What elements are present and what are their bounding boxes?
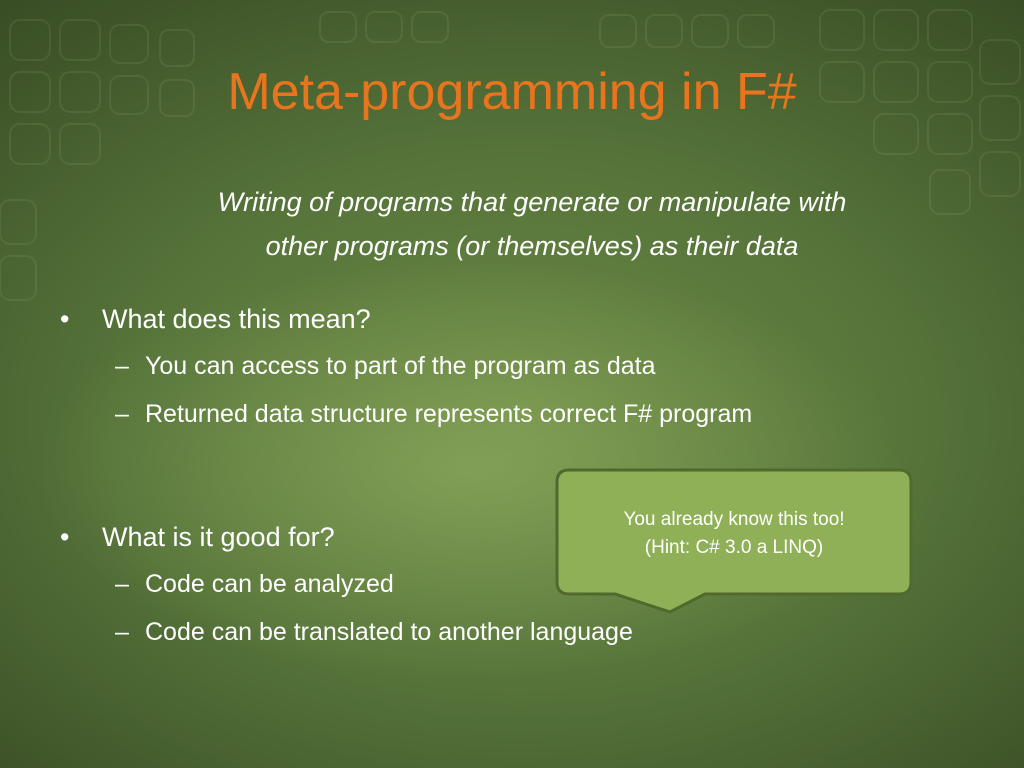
sub-bullet-text: Code can be analyzed [145, 570, 394, 598]
sub-bullet-text: Code can be translated to another language [145, 618, 633, 646]
sub-bullet-text: You can access to part of the program as data [145, 352, 656, 380]
bullet-marker: • [60, 522, 70, 552]
bullet-marker: • [60, 304, 70, 334]
sub-bullet-item [60, 390, 960, 438]
subtitle-line-1: Writing of programs that generate or manipulate with [217, 187, 847, 217]
sub-bullet-item [60, 342, 960, 390]
subtitle-line-2: other programs (or themselves) as their data [265, 231, 799, 261]
bullet-item [60, 296, 960, 342]
bullet-text: What is it good for? [102, 522, 335, 552]
bullet-text: What does this mean? [102, 304, 371, 334]
slide-subtitle [100, 180, 964, 268]
dash-marker: – [115, 400, 129, 428]
slide-title: Meta-programming in F# [227, 63, 797, 121]
dash-marker: – [115, 570, 129, 598]
callout-line-2: (Hint: C# 3.0 a LINQ) [644, 537, 824, 558]
dash-marker: – [115, 352, 129, 380]
callout-line-1: You already know this too! [623, 509, 845, 530]
dash-marker: – [115, 618, 129, 646]
callout-text [555, 506, 913, 562]
speech-callout [555, 468, 913, 596]
sub-bullet-text: Returned data structure represents correct F# program [145, 400, 753, 428]
